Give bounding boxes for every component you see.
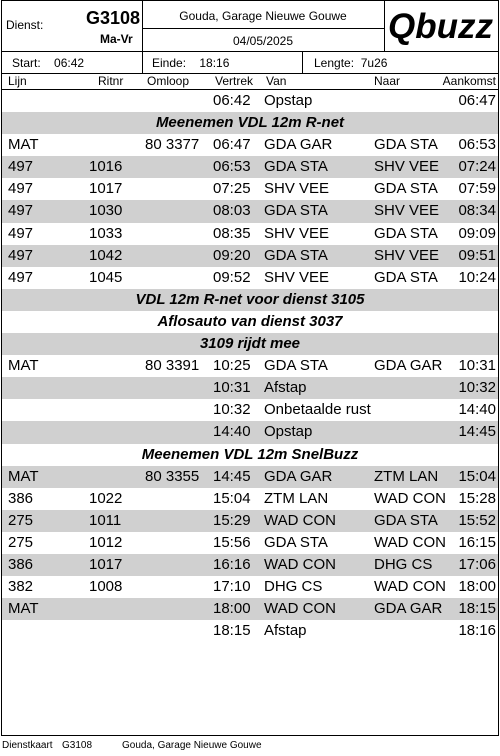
cell-vertrek: 15:56 (213, 533, 251, 551)
cell-ritnr: 1042 (89, 246, 123, 264)
card-header (2, 1, 498, 74)
dienst-label: Dienst: (6, 18, 44, 32)
cell-lijn: 497 (8, 202, 34, 220)
cell-aankomst: 18:15 (458, 600, 496, 618)
col-omloop: Omloop (147, 74, 190, 88)
cell-vertrek: 18:15 (213, 622, 251, 640)
qbuzz-logo: Qbuzz (388, 7, 493, 46)
cell-vertrek: 07:25 (213, 180, 251, 198)
cell-ritnr: 1012 (89, 533, 123, 551)
cell-ritnr: 1016 (89, 158, 123, 176)
cell-van: SHV VEE (264, 180, 330, 198)
cell-naar: WAD CON (374, 533, 446, 551)
cell-lijn: 275 (8, 511, 34, 529)
cell-vertrek: 09:20 (213, 246, 251, 264)
cell-naar: GDA GAR (374, 357, 443, 375)
divider (142, 28, 384, 29)
cell-vertrek: 14:45 (213, 467, 251, 485)
section-text: VDL 12m R-net voor dienst 3105 (135, 290, 365, 308)
cell-naar: GDA STA (374, 268, 438, 286)
cell-van: GDA STA (264, 357, 328, 375)
divider (2, 51, 498, 52)
cell-lijn: 497 (8, 246, 34, 264)
table-row (2, 200, 498, 222)
cell-omloop: 80 3377 (145, 136, 200, 154)
einde-label: Einde: (152, 56, 187, 70)
cell-omloop: 80 3391 (145, 357, 200, 375)
cell-vertrek: 18:00 (213, 600, 251, 618)
table-row (2, 598, 498, 620)
cell-vertrek: 16:16 (213, 555, 251, 573)
section-heading (2, 444, 498, 466)
col-aankomst: Aankomst (442, 74, 496, 88)
section-text: 3109 rijdt mee (199, 335, 301, 353)
cell-naar: SHV VEE (374, 246, 440, 264)
cell-naar: DHG CS (374, 555, 433, 573)
section-heading (2, 289, 498, 311)
cell-van: WAD CON (264, 600, 336, 618)
table-row (2, 90, 498, 112)
cell-vertrek: 06:42 (213, 92, 251, 109)
cell-lijn: 275 (8, 533, 34, 551)
end-time (152, 56, 229, 70)
cell-vertrek: 10:31 (213, 379, 251, 397)
cell-lijn: MAT (8, 600, 39, 618)
cell-vertrek: 15:04 (213, 489, 251, 507)
cell-van: Onbetaalde rust (264, 401, 371, 419)
table-row (2, 510, 498, 532)
cell-ritnr: 1017 (89, 555, 123, 573)
divider (302, 51, 303, 73)
table-row (2, 245, 498, 267)
cell-aankomst: 06:47 (458, 92, 496, 109)
section-heading (2, 112, 498, 134)
cell-van: GDA GAR (264, 136, 333, 154)
cell-aankomst: 06:53 (458, 136, 496, 154)
footer-location: Gouda, Garage Nieuwe Gouwe (122, 740, 262, 751)
section-heading (2, 333, 498, 355)
cell-lijn: 497 (8, 224, 34, 242)
cell-ritnr: 1030 (89, 202, 123, 220)
table-row (2, 377, 498, 399)
column-header-row (2, 74, 498, 90)
cell-aankomst: 10:32 (458, 379, 496, 397)
cell-van: SHV VEE (264, 224, 330, 242)
cell-naar: GDA STA (374, 136, 438, 154)
cell-vertrek: 08:03 (213, 202, 251, 220)
cell-van: WAD CON (264, 555, 336, 573)
cell-aankomst: 15:52 (458, 511, 496, 529)
service-days: Ma-Vr (100, 32, 133, 46)
cell-lijn: 386 (8, 489, 34, 507)
cell-lijn: 382 (8, 578, 34, 596)
col-naar: Naar (374, 74, 401, 88)
card-footer (2, 740, 498, 754)
cell-ritnr: 1022 (89, 489, 123, 507)
duty-date: 04/05/2025 (232, 34, 294, 48)
table-row (2, 620, 498, 642)
cell-aankomst: 07:24 (458, 158, 496, 176)
start-value: 06:42 (54, 56, 85, 70)
table-row (2, 576, 498, 598)
cell-van: GDA STA (264, 246, 328, 264)
table-row (2, 134, 498, 156)
cell-van: Opstap (264, 92, 313, 109)
section-text: Meenemen VDL 12m R-net (155, 114, 345, 132)
table-row (2, 554, 498, 576)
cell-naar: WAD CON (374, 578, 446, 596)
duty-length (314, 56, 387, 70)
table-row (2, 466, 498, 488)
cell-lijn: MAT (8, 136, 39, 154)
cell-van: ZTM LAN (264, 489, 329, 507)
cell-aankomst: 18:00 (458, 578, 496, 596)
table-row (2, 421, 498, 443)
cell-aankomst: 10:24 (458, 268, 496, 286)
cell-van: WAD CON (264, 511, 336, 529)
cell-lijn: MAT (8, 467, 39, 485)
cell-lijn: 497 (8, 180, 34, 198)
cell-lijn: 386 (8, 555, 34, 573)
cell-van: Opstap (264, 423, 313, 441)
cell-van: GDA STA (264, 158, 328, 176)
cell-aankomst: 14:40 (458, 401, 496, 419)
cell-naar: SHV VEE (374, 202, 440, 220)
table-row (2, 156, 498, 178)
divider (384, 1, 385, 51)
dienst-code: G3108 (86, 8, 141, 28)
cell-van: GDA STA (264, 202, 328, 220)
cell-aankomst: 07:59 (458, 180, 496, 198)
divider (142, 51, 143, 73)
cell-van: SHV VEE (264, 268, 330, 286)
cell-aankomst: 09:51 (458, 246, 496, 264)
cell-aankomst: 09:09 (458, 224, 496, 242)
cell-vertrek: 09:52 (213, 268, 251, 286)
table-row (2, 267, 498, 289)
cell-aankomst: 16:15 (458, 533, 496, 551)
cell-aankomst: 08:34 (458, 202, 496, 220)
table-row (2, 399, 498, 421)
cell-aankomst: 10:31 (458, 357, 496, 375)
cell-aankomst: 15:04 (458, 467, 496, 485)
col-lijn: Lijn (8, 74, 27, 88)
cell-van: Afstap (264, 622, 307, 640)
cell-vertrek: 15:29 (213, 511, 251, 529)
cell-vertrek: 17:10 (213, 578, 251, 596)
cell-lijn: 497 (8, 268, 34, 286)
cell-naar: ZTM LAN (374, 467, 439, 485)
cell-lijn: MAT (8, 357, 39, 375)
lengte-value: 7u26 (360, 56, 388, 70)
duty-card (1, 0, 499, 736)
cell-lijn: 497 (8, 158, 34, 176)
table-row (2, 178, 498, 200)
lengte-label: Lengte: (314, 56, 355, 70)
cell-aankomst: 14:45 (458, 423, 496, 441)
cell-vertrek: 08:35 (213, 224, 251, 242)
cell-ritnr: 1033 (89, 224, 123, 242)
cell-van: Afstap (264, 379, 307, 397)
cell-ritnr: 1045 (89, 268, 123, 286)
table-row (2, 355, 498, 377)
col-van: Van (266, 74, 287, 88)
col-ritnr: Ritnr (98, 74, 124, 88)
cell-vertrek: 06:47 (213, 136, 251, 154)
cell-naar: SHV VEE (374, 158, 440, 176)
table-row (2, 532, 498, 554)
cell-naar: GDA STA (374, 180, 438, 198)
footer-code: G3108 (62, 740, 93, 751)
depot-location: Gouda, Garage Nieuwe Gouwe (179, 9, 347, 23)
cell-vertrek: 06:53 (213, 158, 251, 176)
cell-aankomst: 15:28 (458, 489, 496, 507)
cell-omloop: 80 3355 (145, 467, 200, 485)
cell-vertrek: 14:40 (213, 423, 251, 441)
section-text: Aflosauto van dienst 3037 (157, 312, 343, 330)
cell-van: GDA STA (264, 533, 328, 551)
start-label: Start: (12, 56, 41, 70)
cell-naar: GDA STA (374, 511, 438, 529)
cell-naar: GDA GAR (374, 600, 443, 618)
cell-aankomst: 18:16 (458, 622, 496, 640)
cell-naar: WAD CON (374, 489, 446, 507)
col-vertrek: Vertrek (215, 74, 254, 88)
cell-vertrek: 10:25 (213, 357, 251, 375)
cell-ritnr: 1011 (89, 511, 122, 529)
cell-van: DHG CS (264, 578, 323, 596)
table-row (2, 223, 498, 245)
cell-ritnr: 1008 (89, 578, 123, 596)
section-heading (2, 311, 498, 333)
table-row (2, 488, 498, 510)
cell-aankomst: 17:06 (458, 555, 496, 573)
einde-value: 18:16 (199, 56, 230, 70)
duty-schedule-table (2, 90, 498, 642)
cell-ritnr: 1017 (89, 180, 123, 198)
start-time (12, 56, 84, 70)
footer-label: Dienstkaart (2, 740, 53, 751)
cell-vertrek: 10:32 (213, 401, 251, 419)
cell-van: GDA GAR (264, 467, 333, 485)
cell-naar: GDA STA (374, 224, 438, 242)
section-text: Meenemen VDL 12m SnelBuzz (141, 445, 359, 463)
